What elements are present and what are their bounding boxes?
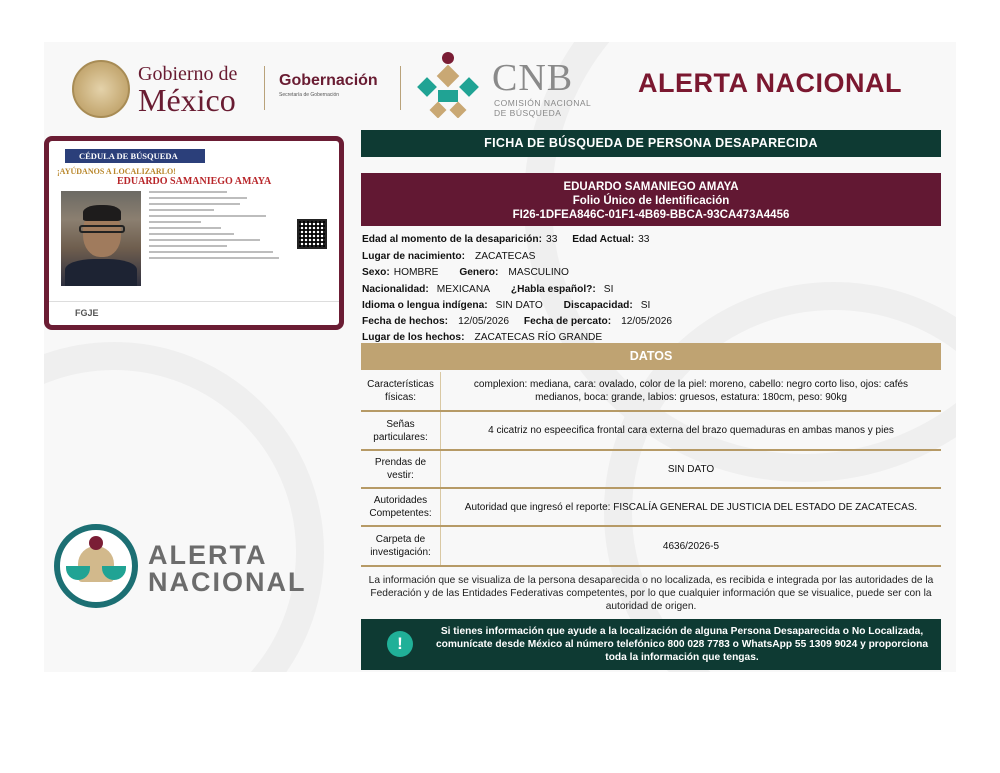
gobernacion-subtitle: Secretaría de Gobernación (279, 92, 340, 98)
info-row-nacionalidad (362, 284, 625, 295)
alert-page (44, 42, 956, 672)
search-card-image (44, 136, 344, 330)
idioma-label: Idioma o lengua indígena: (362, 300, 488, 311)
info-row-fechas (362, 316, 684, 327)
alert-exclamation-icon: ! (387, 631, 413, 657)
card-detail-lines (149, 191, 279, 263)
fecha-hechos-value: 12/05/2026 (458, 316, 510, 327)
datos-label: Carpeta de investigación: (361, 527, 441, 565)
fecha-percato-value: 12/05/2026 (621, 316, 673, 327)
datos-value: 4636/2026-5 (662, 540, 720, 552)
nacionalidad-value: MEXICANA (436, 284, 491, 295)
idioma-value: SIN DATO (495, 300, 543, 311)
cnb-subtitle-line1: COMISIÓN NACIONAL (494, 98, 592, 108)
person-header (361, 173, 941, 226)
folio-value: FI26-1DFEA846C-01F1-4B69-BBCA-93CA473A4456 (512, 209, 790, 221)
alerta-nacional-title: ALERTA NACIONAL (638, 68, 902, 98)
gob-line2: México (138, 82, 236, 118)
contact-text: Si tienes información que ayude a la localización de alguna Persona Desaparecida o No Localizada, comunícate desde México al número telefónico 800 028 7783 o WhatsApp 55 1309 9024 y proporciona toda la información que tengas. (435, 626, 928, 663)
cnb-logo-icon (414, 50, 482, 118)
national-seal-icon (72, 60, 130, 118)
card-help-text: ¡AYÚDANOS A LOCALIZARLO! (57, 167, 176, 176)
cnb-subtitle-line2: DE BÚSQUEDA (494, 108, 562, 118)
alerta-nacional-wordmark (148, 542, 307, 596)
header-divider (264, 66, 265, 110)
cnb-subtitle (494, 98, 591, 118)
datos-label: Autoridades Competentes: (361, 489, 441, 525)
edad-desap-label: Edad al momento de la desaparición: (362, 234, 543, 245)
datos-row (361, 372, 941, 412)
gobierno-logo (72, 60, 237, 118)
wordmark-line2: NACIONAL (148, 567, 307, 597)
header-divider (400, 66, 401, 110)
wordmark-line1: ALERTA (148, 540, 268, 570)
card-title: CÉDULA DE BÚSQUEDA (65, 149, 205, 163)
genero-label: Genero: (459, 267, 499, 278)
gobernacion-title: Gobernación (279, 72, 378, 89)
sexo-label: Sexo: (362, 267, 390, 278)
datos-label: Señas particulares: (361, 412, 441, 449)
qr-code-icon (297, 219, 327, 249)
folio-label: Folio Único de Identificación (572, 195, 730, 207)
datos-value: SIN DATO (667, 463, 715, 475)
fecha-hechos-label: Fecha de hechos: (362, 316, 449, 327)
info-row-nacimiento (362, 251, 547, 262)
espanol-label: ¿Habla español?: (510, 284, 596, 295)
nacimiento-label: Lugar de nacimiento: (362, 251, 466, 262)
gob-line1: Gobierno de (138, 63, 238, 85)
fgje-logo: FGJE (75, 308, 99, 318)
datos-row (361, 412, 941, 451)
cnb-title: CNB (492, 57, 574, 99)
datos-label: Características físicas: (361, 372, 441, 410)
info-row-sexo (362, 267, 581, 278)
discapacidad-label: Discapacidad: (563, 300, 633, 311)
edad-actual-value: 33 (638, 234, 650, 245)
discapacidad-value: SI (640, 300, 651, 311)
info-row-edad (362, 234, 661, 245)
fecha-percato-label: Fecha de percato: (523, 316, 612, 327)
disclaimer-text: La información que se visualiza de la persona desaparecida o no localizada, es recibida e integrada por las autoridades de la Federación y de las Entidades Federativas competentes, por lo que cualquier información que se visualice, puede ser con la autoridad de origen. (368, 575, 934, 612)
card-person-name: EDUARDO SAMANIEGO AMAYA (117, 176, 272, 187)
datos-label: Prendas de vestir: (361, 451, 441, 487)
nacimiento-value: ZACATECAS (475, 251, 536, 262)
person-photo (61, 191, 141, 286)
info-row-lugar-hechos (362, 332, 614, 343)
datos-value: complexion: mediana, cara: ovalado, color de la piel: moreno, cabello: negro corto liso, ojos: cafés medianos, boca: grande, labios: gruesos, estatura: 180cm, peso: 90kg (473, 379, 909, 403)
edad-actual-label: Edad Actual: (572, 234, 635, 245)
contact-banner (361, 619, 941, 670)
sexo-value: HOMBRE (393, 267, 439, 278)
datos-row (361, 527, 941, 567)
datos-row (361, 489, 941, 527)
datos-value: Autoridad que ingresó el reporte: FISCALÍA GENERAL DE JUSTICIA DEL ESTADO DE ZACATECAS. (464, 501, 918, 513)
genero-value: MASCULINO (508, 267, 569, 278)
datos-title-bar: DATOS (361, 343, 941, 370)
ficha-title-bar: FICHA DE BÚSQUEDA DE PERSONA DESAPARECIDA (361, 130, 941, 157)
datos-row (361, 451, 941, 489)
info-row-idioma (362, 300, 662, 311)
edad-desap-value: 33 (546, 234, 558, 245)
nacionalidad-label: Nacionalidad: (362, 284, 429, 295)
datos-value: 4 cicatriz no espeecifica frontal cara externa del brazo quemaduras en ambas manos y pies (488, 425, 894, 436)
lugar-hechos-label: Lugar de los hechos: (362, 332, 465, 343)
espanol-value: SI (603, 284, 614, 295)
background-ornament (44, 342, 324, 672)
alerta-nacional-logo-icon (54, 524, 138, 608)
lugar-hechos-value: ZACATECAS RÍO GRANDE (474, 332, 603, 343)
person-name: EDUARDO SAMANIEGO AMAYA (563, 181, 739, 193)
